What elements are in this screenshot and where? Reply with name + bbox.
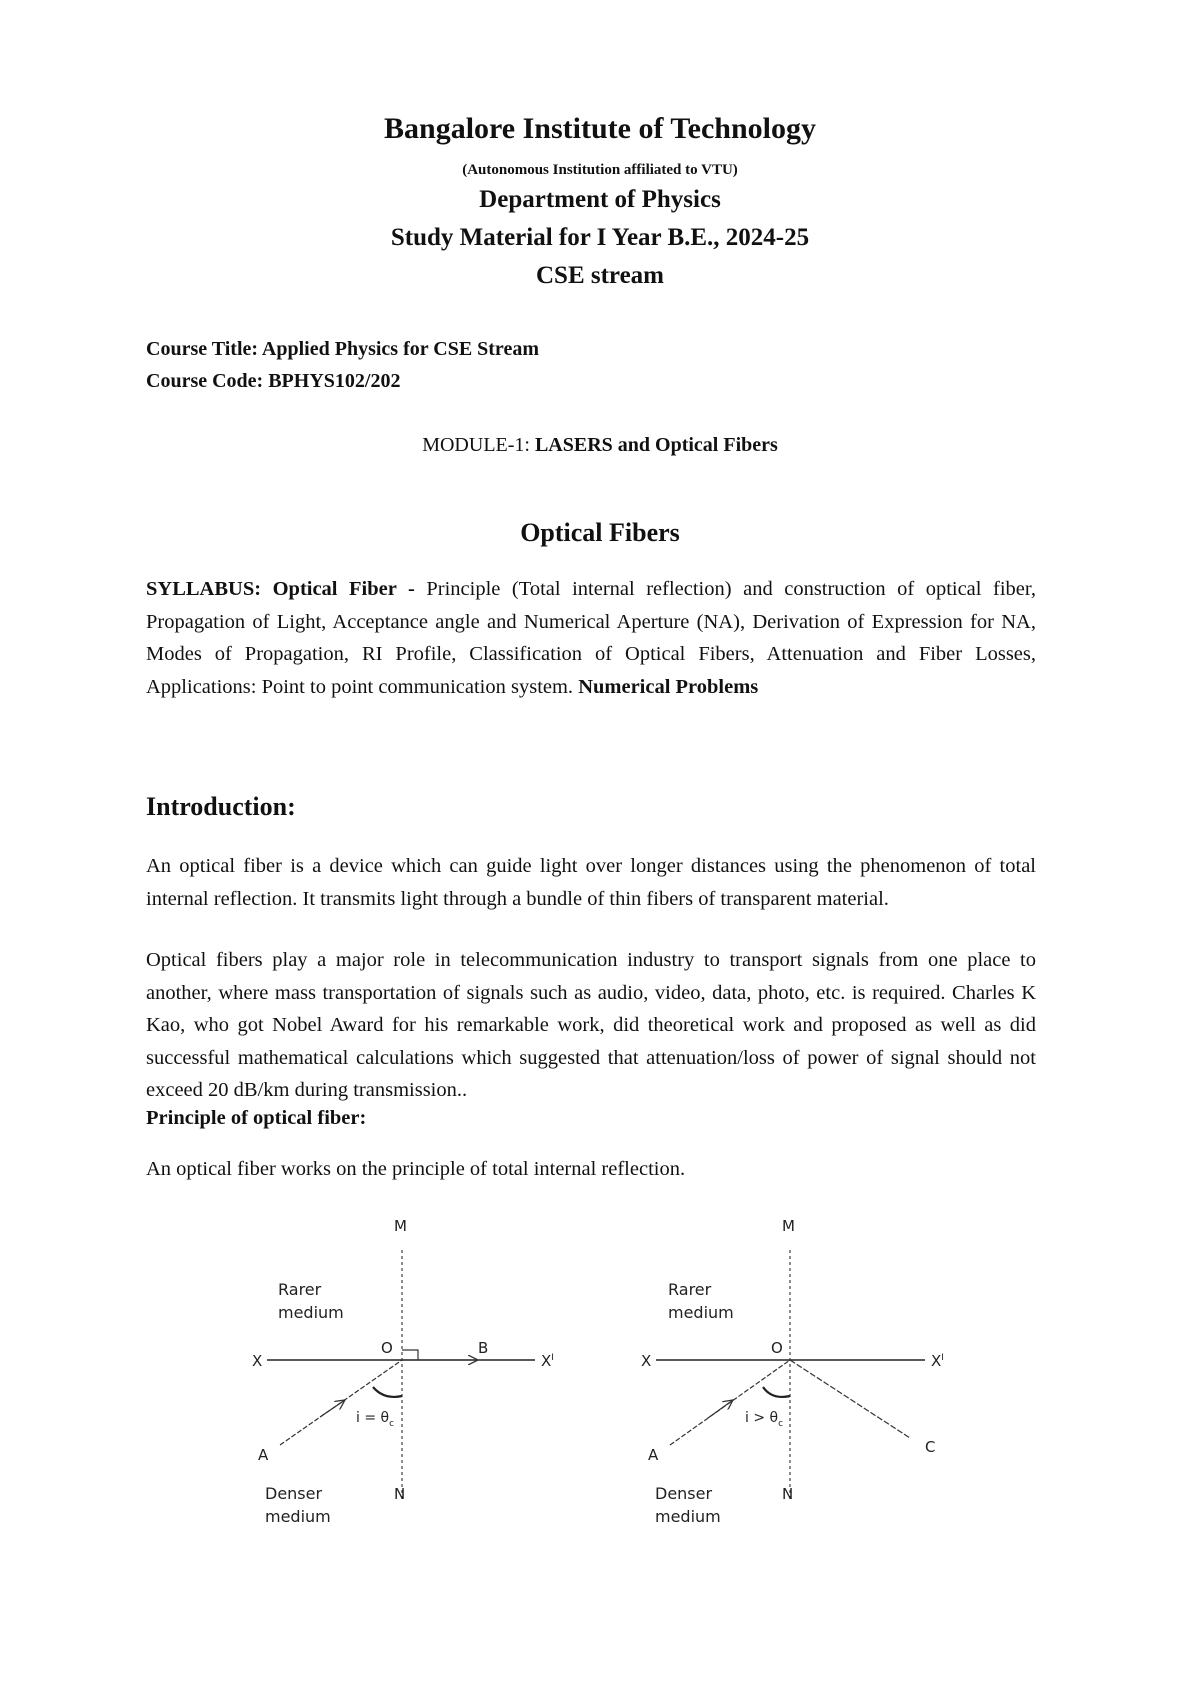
course-title: Course Title: Applied Physics for CSE Stream bbox=[146, 338, 539, 360]
label-angle: $i = \theta_c$ bbox=[356, 1410, 395, 1429]
principle-heading: Principle of optical fiber: bbox=[146, 1107, 367, 1129]
label-denser-medium: medium bbox=[265, 1507, 331, 1526]
label-n: N bbox=[782, 1485, 794, 1503]
angle-arc bbox=[763, 1387, 790, 1397]
syllabus-label: SYLLABUS: bbox=[146, 578, 273, 600]
reflected-ray bbox=[790, 1360, 910, 1438]
label-n: N bbox=[394, 1485, 406, 1503]
label-rarer-medium: medium bbox=[668, 1303, 734, 1322]
label-m: M bbox=[782, 1217, 795, 1235]
course-code: Course Code: BPHYS102/202 bbox=[146, 370, 401, 392]
total-internal-reflection-case-diagram bbox=[641, 1217, 944, 1526]
stream-name: CSE stream bbox=[535, 262, 664, 289]
label-x-prime: $X^I$ bbox=[541, 1352, 554, 1370]
label-rarer: Rarer bbox=[278, 1280, 322, 1299]
right-angle-marker bbox=[402, 1350, 418, 1360]
label-o: O bbox=[771, 1339, 783, 1357]
label-x: X bbox=[641, 1352, 652, 1370]
label-denser: Denser bbox=[265, 1484, 323, 1503]
label-x-prime: $X^I$ bbox=[931, 1352, 944, 1370]
critical-angle-diagram bbox=[252, 1217, 554, 1526]
introduction-paragraph-1: An optical fiber is a device which can guide light over longer distances using the phenomenon of total internal reflection. It transmits light through a bundle of thin fibers of transparent material. bbox=[146, 855, 1036, 910]
incident-ray-arrow bbox=[708, 1400, 733, 1418]
label-rarer-medium: medium bbox=[278, 1303, 344, 1322]
label-x: X bbox=[252, 1352, 263, 1370]
section-title: Optical Fibers bbox=[520, 518, 680, 547]
introduction-paragraph-2: Optical fibers play a major role in telecommunication industry to transport signals from one place to another, where mass transportation of signals such as audio, video, data, photo, etc. is required. Charles K Kao, who got Nobel Award for his remarkable work, did theoretical work and proposed as well as did successful mathematical calculations which suggested that attenuation/loss of power of signal should not exceed 20 dB/km during transmission.. bbox=[146, 949, 1036, 1101]
label-denser-medium: medium bbox=[655, 1507, 721, 1526]
label-m: M bbox=[394, 1217, 407, 1235]
incident-ray-arrow bbox=[320, 1400, 345, 1417]
introduction-heading: Introduction: bbox=[146, 792, 296, 821]
institute-name: Bangalore Institute of Technology bbox=[384, 112, 816, 145]
study-material-title: Study Material for I Year B.E., 2024-25 bbox=[390, 224, 810, 251]
institute-affiliation: (Autonomous Institution affiliated to VTU) bbox=[462, 162, 738, 178]
syllabus-text: Principle (Total internal reflection) and construction of optical fiber, Propagation of Light, Acceptance angle and Numerical Aperture (NA), Derivation of Expression for NA, Modes of Propagation, RI Profile, Classification of Optical Fibers, Attenuation and Fiber Losses, Applications: Point to point communication system. bbox=[146, 578, 1037, 698]
module-name: LASERS and Optical Fibers bbox=[534, 434, 778, 456]
label-o: O bbox=[381, 1339, 393, 1357]
total-internal-reflection-diagram bbox=[0, 1200, 1200, 1540]
label-denser: Denser bbox=[655, 1484, 713, 1503]
label-a: A bbox=[648, 1446, 659, 1464]
principle-text: An optical fiber works on the principle of total internal reflection. bbox=[146, 1158, 686, 1180]
module-prefix: MODULE-1: bbox=[422, 434, 535, 456]
label-rarer: Rarer bbox=[668, 1280, 712, 1299]
label-angle: $i > \theta_c$ bbox=[745, 1410, 784, 1429]
label-b: B bbox=[478, 1339, 489, 1357]
syllabus-topic: Optical Fiber - bbox=[272, 578, 427, 600]
module-heading bbox=[0, 434, 1200, 457]
label-c: C bbox=[925, 1438, 936, 1456]
department-name: Department of Physics bbox=[479, 186, 721, 213]
label-a: A bbox=[258, 1446, 269, 1464]
syllabus-tail: Numerical Problems bbox=[578, 675, 759, 698]
syllabus-paragraph bbox=[146, 573, 1036, 703]
angle-arc bbox=[373, 1387, 402, 1397]
